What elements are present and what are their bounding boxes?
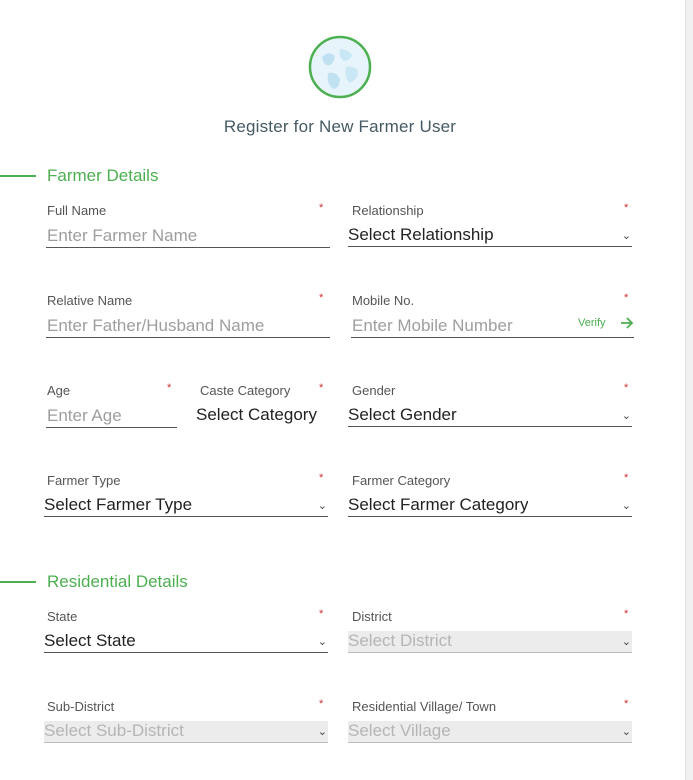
- relative-name-input[interactable]: Enter Father/Husband Name: [46, 316, 330, 338]
- chevron-down-icon: ⌄: [621, 230, 631, 242]
- chevron-down-icon: ⌄: [317, 500, 327, 512]
- state-select[interactable]: Select State ⌄: [44, 631, 328, 653]
- relative-name-label: Relative Name: [47, 293, 133, 308]
- required-mark: *: [319, 292, 324, 304]
- mobile-label: Mobile No.: [352, 293, 415, 308]
- required-mark: *: [319, 698, 324, 710]
- relationship-label: Relationship: [352, 203, 424, 218]
- chevron-down-icon: ⌄: [317, 726, 327, 738]
- age-input[interactable]: Enter Age: [46, 406, 177, 428]
- state-label: State: [47, 609, 78, 624]
- chevron-down-icon: ⌄: [621, 726, 631, 738]
- required-mark: *: [624, 698, 629, 710]
- required-mark: *: [624, 608, 629, 620]
- sub-district-label: Sub-District: [47, 699, 115, 714]
- caste-category-label: Caste Category: [200, 383, 291, 398]
- age-label: Age: [47, 383, 71, 398]
- district-label: District: [352, 609, 392, 624]
- full-name-label: Full Name: [47, 203, 107, 218]
- verify-button[interactable]: Verify: [578, 317, 606, 329]
- chevron-down-icon: ⌄: [317, 636, 327, 648]
- farmer-category-select[interactable]: Select Farmer Category ⌄: [348, 495, 632, 517]
- gender-label: Gender: [352, 383, 396, 398]
- full-name-input[interactable]: Enter Farmer Name: [46, 226, 330, 248]
- required-mark: *: [624, 292, 629, 304]
- chevron-down-icon: ⌄: [621, 410, 631, 422]
- required-mark: *: [624, 202, 629, 214]
- relationship-select[interactable]: Select Relationship ⌄: [348, 225, 632, 247]
- village-select[interactable]: Select Village ⌄: [348, 721, 632, 743]
- chevron-down-icon: ⌄: [621, 500, 631, 512]
- section-divider: [0, 175, 36, 177]
- mobile-input[interactable]: Enter Mobile Number: [351, 316, 634, 338]
- globe-logo-icon: [308, 35, 372, 99]
- scrollbar[interactable]: [685, 0, 693, 780]
- section-title-residential: Residential Details: [47, 572, 188, 591]
- gender-select[interactable]: Select Gender ⌄: [348, 405, 632, 427]
- village-label: Residential Village/ Town: [352, 699, 497, 714]
- required-mark: *: [319, 472, 324, 484]
- required-mark: *: [624, 472, 629, 484]
- section-divider: [0, 581, 36, 583]
- chevron-down-icon: ⌄: [621, 636, 631, 648]
- required-mark: *: [167, 382, 172, 394]
- required-mark: *: [319, 382, 324, 394]
- arrow-right-icon[interactable]: [620, 316, 634, 330]
- farmer-type-label: Farmer Type: [47, 473, 121, 488]
- sub-district-select[interactable]: Select Sub-District ⌄: [44, 721, 328, 743]
- section-title-farmer: Farmer Details: [47, 166, 159, 185]
- district-select[interactable]: Select District ⌄: [348, 631, 632, 653]
- required-mark: *: [624, 382, 629, 394]
- farmer-type-select[interactable]: Select Farmer Type ⌄: [44, 495, 328, 517]
- required-mark: *: [319, 202, 324, 214]
- farmer-category-label: Farmer Category: [352, 473, 451, 488]
- page-title: Register for New Farmer User: [223, 117, 457, 136]
- required-mark: *: [319, 608, 324, 620]
- caste-category-select[interactable]: Select Category: [196, 405, 317, 424]
